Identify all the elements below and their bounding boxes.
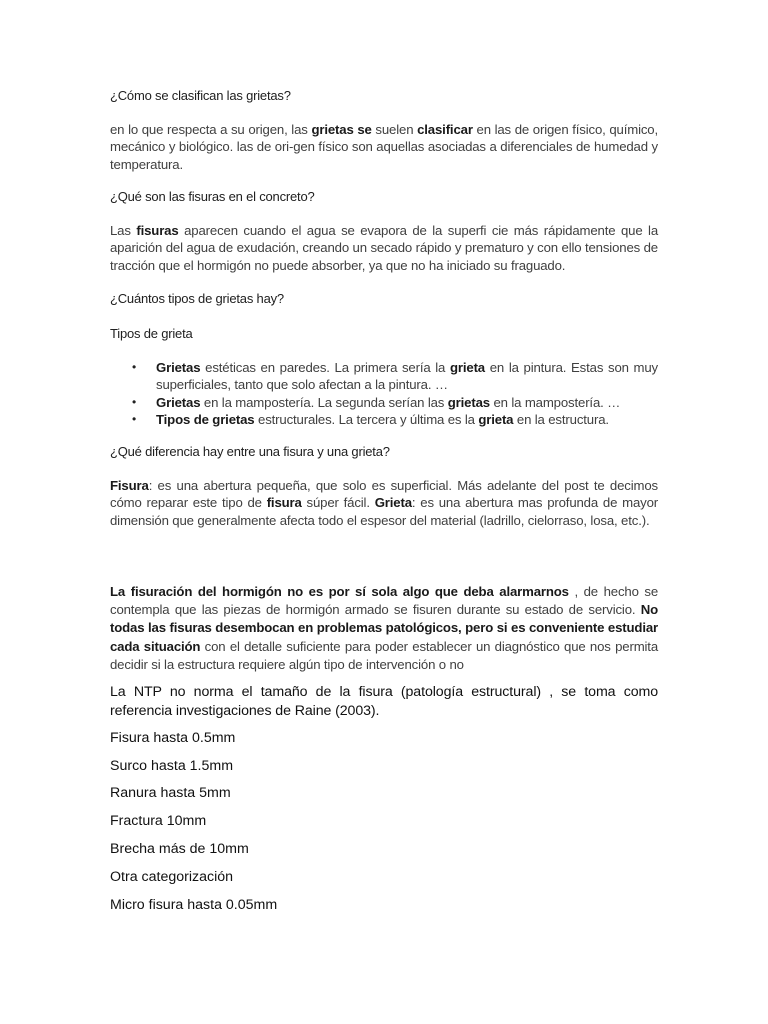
heading-tipos-grieta: Tipos de grieta bbox=[110, 326, 193, 341]
bold-span: clasificar bbox=[417, 122, 473, 137]
text-span: súper fácil. bbox=[301, 495, 375, 511]
text-span: estéticas en paredes. La primera sería la bbox=[200, 360, 450, 375]
paragraph-fisuras bbox=[110, 222, 658, 274]
text-span: en la mampostería. La segunda serían las bbox=[200, 394, 448, 410]
size-item: Surco hasta 1.5mm bbox=[110, 758, 234, 774]
heading-fisuras-concreto: ¿Qué son las fisuras en el concreto? bbox=[110, 189, 315, 204]
list-item bbox=[110, 411, 658, 428]
bold-span: La fisuración del hormigón no es por sí sola algo que deba alarmarnos bbox=[110, 584, 569, 599]
bullet-icon: • bbox=[132, 411, 137, 426]
text-span: en la mampostería. … bbox=[489, 394, 621, 410]
bold-span: grietas bbox=[447, 394, 490, 410]
bullet-icon: • bbox=[132, 360, 137, 374]
heading-diferencia: ¿Qué diferencia hay entre una fisura y una grieta? bbox=[110, 444, 390, 459]
text-span: suelen bbox=[371, 122, 418, 137]
text-span: : es una abertura pequeña, que solo es superficial. Más adelante del post te decimos cómo reparar este tipo de bbox=[110, 478, 658, 511]
paragraph-fisuracion bbox=[110, 583, 658, 674]
text-span: estructurales. La tercera y última es la bbox=[254, 411, 479, 427]
bold-span: fisura bbox=[266, 495, 302, 511]
bold-span: Grietas bbox=[156, 394, 201, 410]
text-span: con el detalle suficiente para poder establecer un diagnóstico que nos permita decidir si la estructura requiere algún tipo de intervención o no bbox=[110, 638, 659, 672]
paragraph-diferencia bbox=[110, 477, 658, 529]
bold-span: Tipos de grietas bbox=[156, 411, 255, 427]
text-span: Las bbox=[110, 223, 137, 238]
list-item bbox=[110, 394, 658, 411]
size-item: Otra categorización bbox=[110, 869, 234, 885]
text-span: , de hecho se contempla que las piezas de hormigón armado se fisuren durante su estado de servicio. bbox=[110, 584, 659, 618]
bold-span: Grietas bbox=[156, 360, 201, 375]
text-span: : es una abertura mas profunda de mayor dimensión que generalmente afecta todo el espesor del material (ladrillo, cielorraso, losa, etc.). bbox=[110, 495, 658, 528]
text-span: aparecen cuando el agua se evapora de la superfi cie más rápidamente que la aparición del agua de exudación, creando un secado rápido y prematuro y con ello tensiones de tracción que el hormigón no puede absorber, ya que no ha iniciado su fraguado. bbox=[110, 223, 659, 273]
size-item: Brecha más de 10mm bbox=[110, 841, 249, 857]
bold-span: Fisura bbox=[110, 478, 149, 493]
bold-span: fisuras bbox=[136, 223, 179, 238]
size-item: Fisura hasta 0.5mm bbox=[110, 730, 236, 746]
paragraph-ntp: La NTP no norma el tamaño de la fisura (patología estructural) , se toma como referencia investigaciones de Raine (2003). bbox=[110, 684, 658, 719]
text-span: en la estructura. bbox=[513, 411, 609, 427]
grietas-list bbox=[110, 359, 658, 428]
size-item: Ranura hasta 5mm bbox=[110, 785, 231, 801]
list-item bbox=[110, 359, 658, 394]
bold-span: grieta bbox=[449, 360, 485, 375]
bold-span: Grieta bbox=[374, 495, 412, 511]
bold-span: grietas se bbox=[311, 122, 372, 137]
size-item: Micro fisura hasta 0.05mm bbox=[110, 897, 278, 913]
heading-clasifican: ¿Cómo se clasifican las grietas? bbox=[110, 88, 291, 103]
heading-cuantos-tipos: ¿Cuántos tipos de grietas hay? bbox=[110, 291, 284, 306]
bold-span: grieta bbox=[478, 411, 514, 427]
text-span: en la pintura. Estas son muy superficiales, tanto que solo afectan a la pintura. … bbox=[156, 360, 659, 393]
text-span: en las de origen físico, químico, mecánico y biológico. las de ori-gen físico son aquellas asociadas a diferenciales de humedad y temperatura. bbox=[110, 122, 658, 172]
paragraph-origen bbox=[110, 121, 658, 173]
size-item: Fractura 10mm bbox=[110, 813, 207, 829]
text-span: en lo que respecta a su origen, las bbox=[110, 122, 312, 137]
bullet-icon: • bbox=[132, 394, 137, 409]
bold-span: No todas las fisuras desembocan en problemas patológicos, pero si es conveniente estudiar cada situación bbox=[110, 602, 658, 654]
